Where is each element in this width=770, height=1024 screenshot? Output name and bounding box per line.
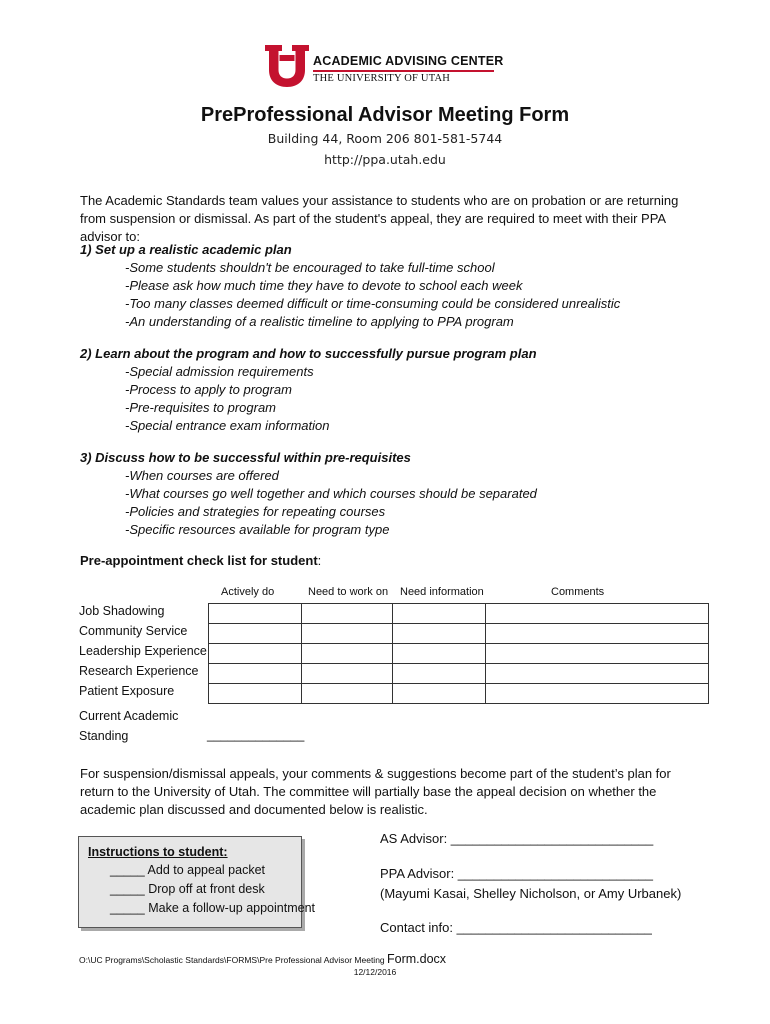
- footer-file-ext: Form.docx: [387, 952, 447, 966]
- checkbox-cell[interactable]: [209, 664, 302, 684]
- checkbox-cell[interactable]: [302, 644, 393, 664]
- list-item: -When courses are offered: [125, 468, 279, 483]
- table-row: [209, 644, 709, 664]
- table-row: [209, 664, 709, 684]
- checklist-title: [80, 553, 321, 568]
- list-item: -An understanding of a realistic timeline to applying to PPA program: [125, 314, 514, 329]
- checkbox-cell[interactable]: [302, 624, 393, 644]
- location-line: Building 44, Room 206 801-581-5744: [267, 131, 503, 146]
- comments-cell[interactable]: [486, 644, 709, 664]
- section-heading: 1) Set up a realistic academic plan: [80, 242, 292, 257]
- checkbox-cell[interactable]: [302, 684, 393, 704]
- instructions-title: Instructions to student:: [88, 845, 228, 859]
- list-item: -Process to apply to program: [125, 382, 292, 397]
- appeal-paragraph: For suspension/dismissal appeals, your comments & suggestions become part of the student’s plan for return to the University of Utah. The committee will partially base the appeal decision on whether the academic plan discussed and documented below is realistic.: [80, 766, 671, 817]
- contact-info-field[interactable]: Contact info: ___________________________: [380, 920, 652, 935]
- comments-cell[interactable]: [486, 624, 709, 644]
- section-heading: 2) Learn about the program and how to successfully pursue program plan: [80, 346, 537, 361]
- table-row: [209, 604, 709, 624]
- checklist-table: [208, 603, 709, 704]
- footer-path: [79, 950, 446, 968]
- row-label-community-service: Community Service: [79, 624, 188, 638]
- standing-blank[interactable]: ______________: [207, 728, 305, 742]
- checkbox-cell[interactable]: [393, 684, 486, 704]
- comments-cell[interactable]: [486, 664, 709, 684]
- standing-label-2: Standing: [79, 729, 129, 743]
- list-item: -What courses go well together and which courses should be separated: [125, 486, 537, 501]
- list-item: -Please ask how much time they have to devote to school each week: [125, 278, 523, 293]
- checkbox-cell[interactable]: [393, 604, 486, 624]
- row-label-leadership-experience: Leadership Experience: [79, 644, 207, 658]
- footer-path-text: O:\UC Programs\Scholastic Standards\FORMS\Pre Professional Advisor Meeting: [79, 955, 388, 965]
- row-label-job-shadowing: Job Shadowing: [79, 604, 165, 618]
- list-item: -Special admission requirements: [125, 364, 314, 379]
- url-line: http://ppa.utah.edu: [324, 152, 446, 167]
- logo-title: ACADEMIC ADVISING CENTER: [313, 54, 504, 68]
- column-header-actively-do: Actively do: [221, 586, 275, 598]
- ppa-advisor-field[interactable]: PPA Advisor: ___________________________: [380, 866, 654, 881]
- table-row: [209, 684, 709, 704]
- standing-label: Current Academic: [79, 709, 179, 723]
- instruction-item[interactable]: _____ Add to appeal packet: [110, 863, 265, 877]
- comments-cell[interactable]: [486, 684, 709, 704]
- footer-date: 12/12/2016: [353, 967, 397, 977]
- ppa-advisor-names: (Mayumi Kasai, Shelley Nicholson, or Amy Urbanek): [380, 886, 682, 901]
- row-label-patient-exposure: Patient Exposure: [79, 684, 175, 698]
- as-advisor-field[interactable]: AS Advisor: ____________________________: [380, 831, 654, 846]
- checkbox-cell[interactable]: [393, 644, 486, 664]
- instruction-item[interactable]: _____ Make a follow-up appointment: [110, 901, 315, 915]
- checkbox-cell[interactable]: [393, 664, 486, 684]
- checkbox-cell[interactable]: [302, 664, 393, 684]
- checkbox-cell[interactable]: [209, 624, 302, 644]
- page-title: PreProfessional Advisor Meeting Form: [200, 104, 570, 126]
- checkbox-cell[interactable]: [209, 644, 302, 664]
- column-header-need-to-work-on: Need to work on: [308, 586, 389, 598]
- logo-divider: [313, 70, 494, 72]
- logo-subtitle: THE UNIVERSITY OF UTAH: [313, 73, 451, 84]
- row-label-research-experience: Research Experience: [79, 664, 199, 678]
- checklist-title-colon: :: [317, 553, 322, 568]
- intro-paragraph: The Academic Standards team values your assistance to students who are on probation or are returning from suspension or dismissal. As part of the student's appeal, they are required to meet with their PPA advisor to:: [80, 193, 679, 244]
- list-item: -Pre-requisites to program: [125, 400, 276, 415]
- checkbox-cell[interactable]: [302, 604, 393, 624]
- table-row: [209, 624, 709, 644]
- list-item: -Special entrance exam information: [125, 418, 330, 433]
- list-item: -Too many classes deemed difficult or time-consuming could be considered unrealistic: [125, 296, 621, 311]
- list-item: -Some students shouldn't be encouraged to take full-time school: [125, 260, 495, 275]
- university-u-logo-icon: [265, 45, 309, 87]
- checkbox-cell[interactable]: [393, 624, 486, 644]
- instruction-item[interactable]: _____ Drop off at front desk: [110, 882, 265, 896]
- checkbox-cell[interactable]: [209, 684, 302, 704]
- list-item: -Policies and strategies for repeating courses: [125, 504, 386, 519]
- column-header-need-information: Need information: [400, 586, 484, 598]
- checklist-title-text: Pre-appointment check list for student: [80, 553, 318, 568]
- section-heading: 3) Discuss how to be successful within pre-requisites: [80, 450, 411, 465]
- column-header-comments: Comments: [551, 586, 605, 598]
- list-item: -Specific resources available for program type: [125, 522, 390, 537]
- checkbox-cell[interactable]: [209, 604, 302, 624]
- comments-cell[interactable]: [486, 604, 709, 624]
